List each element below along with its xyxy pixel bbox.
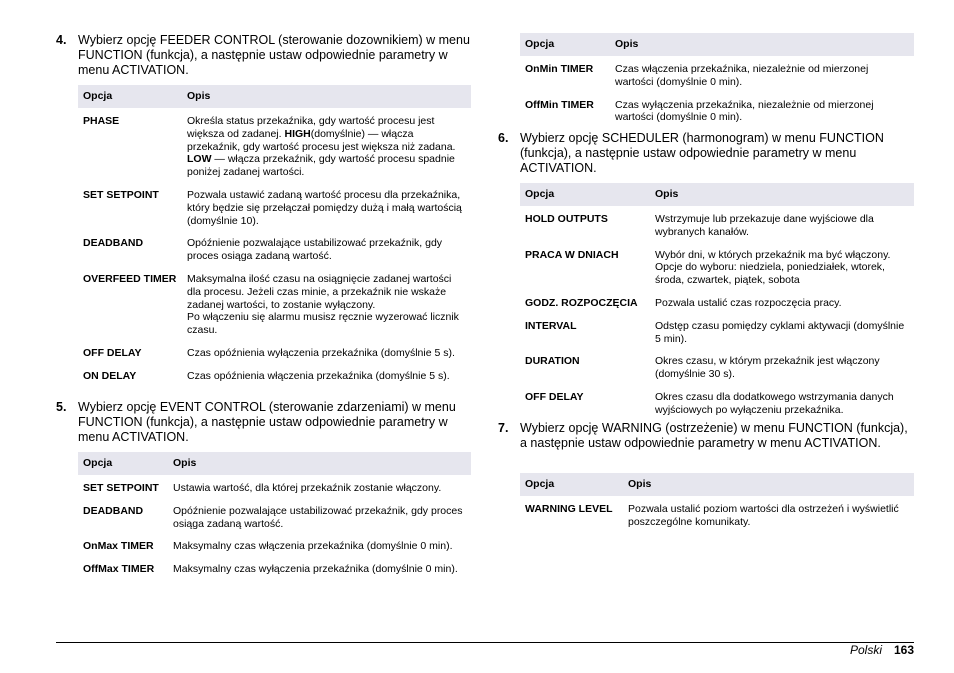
option-description: Okres czasu, w którym przekaźnik jest włączony (domyślnie 30 s). bbox=[655, 355, 880, 381]
footer-language: Polski bbox=[849, 643, 882, 657]
step-number: 5. bbox=[56, 400, 67, 414]
table-row bbox=[520, 56, 914, 99]
table-row bbox=[520, 320, 914, 356]
option-name: PHASE bbox=[83, 115, 120, 127]
option-description: Określa status przekaźnika, gdy wartość procesu jest większa od zadanej. HIGH(domyślnie) — włącza przekaźnik, gdy wartość procesu jest większa niż zadana. LOW — włącza przekaźnik, gdy wartość procesu spadnie poniżej zadanej wartości. bbox=[187, 115, 456, 179]
scheduler-table bbox=[520, 183, 914, 427]
option-description: Wybór dni, w których przekaźnik ma być włączony. Opcje do wyboru: niedziela, poniedziałek, wtorek, środa, czwartek, piątek, sobota bbox=[655, 248, 891, 287]
step-7 bbox=[498, 421, 914, 451]
step-text: Wybierz opcję SCHEDULER (harmonogram) w menu FUNCTION (funkcja), a następnie ustaw odpowiednie parametry w menu ACTIVATION. bbox=[520, 131, 884, 175]
event-control-table-continued bbox=[520, 33, 914, 134]
option-name: HOLD OUTPUTS bbox=[525, 213, 608, 225]
option-name: OnMax TIMER bbox=[83, 540, 154, 553]
table-row bbox=[78, 505, 471, 541]
option-description: Ustawia wartość, dla której przekaźnik zostanie włączony. bbox=[173, 482, 442, 494]
option-name: OnMin TIMER bbox=[525, 63, 594, 75]
option-name: PRACA W DNIACH bbox=[525, 248, 619, 261]
option-name: OFF DELAY bbox=[525, 390, 584, 403]
column-header-description: Opis bbox=[650, 183, 914, 206]
table-header-row bbox=[78, 85, 471, 108]
table-row bbox=[78, 273, 471, 347]
option-description: Maksymalny czas włączenia przekaźnika (domyślnie 0 min). bbox=[173, 540, 453, 553]
option-name: SET SETPOINT bbox=[83, 482, 159, 494]
warning-table bbox=[520, 473, 914, 539]
table-row bbox=[520, 206, 914, 249]
table-header-row bbox=[520, 33, 914, 56]
table-row bbox=[520, 355, 914, 391]
event-control-table bbox=[78, 452, 471, 586]
column-header-option: Opcja bbox=[78, 452, 168, 475]
table-header-row bbox=[520, 183, 914, 206]
footer-divider bbox=[56, 642, 914, 643]
option-description: Maksymalny czas wyłączenia przekaźnika (domyślnie 0 min). bbox=[173, 563, 458, 576]
option-description: Okres czasu dla dodatkowego wstrzymania danych wyjściowych po wyłączeniu przekaźnika. bbox=[655, 390, 894, 416]
option-description: Opóźnienie pozwalające ustabilizować przekaźnik, gdy proces osiąga zadaną wartość. bbox=[173, 504, 463, 530]
option-name: SET SETPOINT bbox=[83, 188, 159, 201]
column-header-option: Opcja bbox=[78, 85, 182, 108]
step-number: 4. bbox=[56, 33, 67, 47]
table-header-row bbox=[520, 473, 914, 496]
option-name: DEADBAND bbox=[83, 237, 144, 250]
option-name: WARNING LEVEL bbox=[525, 503, 613, 515]
feeder-control-table bbox=[78, 85, 471, 393]
step-5 bbox=[56, 400, 471, 445]
option-description: Odstęp czasu pomiędzy cyklami aktywacji (domyślnie 5 min). bbox=[655, 319, 905, 345]
option-name: INTERVAL bbox=[525, 319, 577, 332]
option-description: Czas opóźnienia wyłączenia przekaźnika (domyślnie 5 s). bbox=[187, 346, 455, 359]
step-4 bbox=[56, 33, 471, 78]
option-name: OFF DELAY bbox=[83, 346, 142, 359]
option-description: Opóźnienie pozwalające ustabilizować przekaźnik, gdy proces osiąga zadaną wartość. bbox=[187, 237, 443, 263]
option-description: Pozwala ustalić poziom wartości dla ostrzeżeń i wyświetlić poszczególne komunikaty. bbox=[628, 503, 899, 528]
table-row bbox=[78, 189, 471, 237]
column-header-description: Opis bbox=[610, 33, 914, 56]
column-header-option: Opcja bbox=[520, 33, 610, 56]
table-row bbox=[520, 297, 914, 320]
option-description: Pozwala ustalić czas rozpoczęcia pracy. bbox=[655, 296, 842, 309]
column-header-option: Opcja bbox=[520, 473, 623, 496]
table-row bbox=[78, 540, 471, 563]
option-name: DURATION bbox=[525, 355, 580, 368]
option-description: Czas wyłączenia przekaźnika, niezależnie od mierzonej wartości (domyślnie 0 min). bbox=[615, 98, 874, 124]
step-number: 6. bbox=[498, 131, 509, 145]
option-description: Wstrzymuje lub przekazuje dane wyjściowe dla wybranych kanałów. bbox=[655, 213, 874, 238]
option-name: GODZ. ROZPOCZĘCIA bbox=[525, 296, 638, 309]
option-name: OffMax TIMER bbox=[83, 563, 155, 576]
step-text: Wybierz opcję EVENT CONTROL (sterowanie zdarzeniami) w menu FUNCTION (funkcja), a następnie ustaw odpowiednie parametry w menu ACTIVATION. bbox=[78, 400, 456, 444]
option-name: ON DELAY bbox=[83, 369, 137, 382]
table-row bbox=[78, 347, 471, 370]
column-header-description: Opis bbox=[168, 452, 471, 475]
page-number: 163 bbox=[893, 643, 914, 657]
step-text: Wybierz opcję WARNING (ostrzeżenie) w menu FUNCTION (funkcja), a następnie ustaw odpowiednie parametry w menu ACTIVATION. bbox=[520, 421, 908, 450]
option-name: OffMin TIMER bbox=[525, 98, 594, 111]
column-header-description: Opis bbox=[623, 473, 914, 496]
step-number: 7. bbox=[498, 421, 509, 435]
option-name: OVERFEED TIMER bbox=[83, 272, 177, 285]
table-row bbox=[520, 249, 914, 297]
table-row bbox=[78, 370, 471, 393]
table-row bbox=[520, 99, 914, 135]
step-6 bbox=[498, 131, 914, 176]
option-description: Pozwala ustawić zadaną wartość procesu dla przekaźnika, który będzie się przełączał pomiędzy dużą i małą wartością (domyślnie 10). bbox=[187, 188, 462, 227]
column-header-description: Opis bbox=[182, 85, 471, 108]
table-header-row bbox=[78, 452, 471, 475]
option-name: DEADBAND bbox=[83, 504, 144, 517]
table-row bbox=[78, 563, 471, 586]
table-row bbox=[78, 237, 471, 273]
table-row bbox=[78, 475, 471, 505]
table-row bbox=[78, 108, 471, 189]
option-description: Czas opóźnienia włączenia przekaźnika (domyślnie 5 s). bbox=[187, 369, 450, 382]
column-header-option: Opcja bbox=[520, 183, 650, 206]
option-description: Czas włączenia przekaźnika, niezależnie od mierzonej wartości (domyślnie 0 min). bbox=[615, 63, 869, 88]
table-row bbox=[520, 496, 914, 539]
step-text: Wybierz opcję FEEDER CONTROL (sterowanie dozownikiem) w menu FUNCTION (funkcja), a następnie ustaw odpowiednie parametry w menu ACTIVATION. bbox=[78, 33, 470, 77]
option-description: Maksymalna ilość czasu na osiągnięcie zadanej wartości dla procesu. Jeżeli czas minie, a przekaźnik nie wskaże zadanej wartości, to zostanie wyłączony. Po włączeniu się alarmu musisz ręcznie wyzerować licznik czasu. bbox=[187, 272, 459, 337]
